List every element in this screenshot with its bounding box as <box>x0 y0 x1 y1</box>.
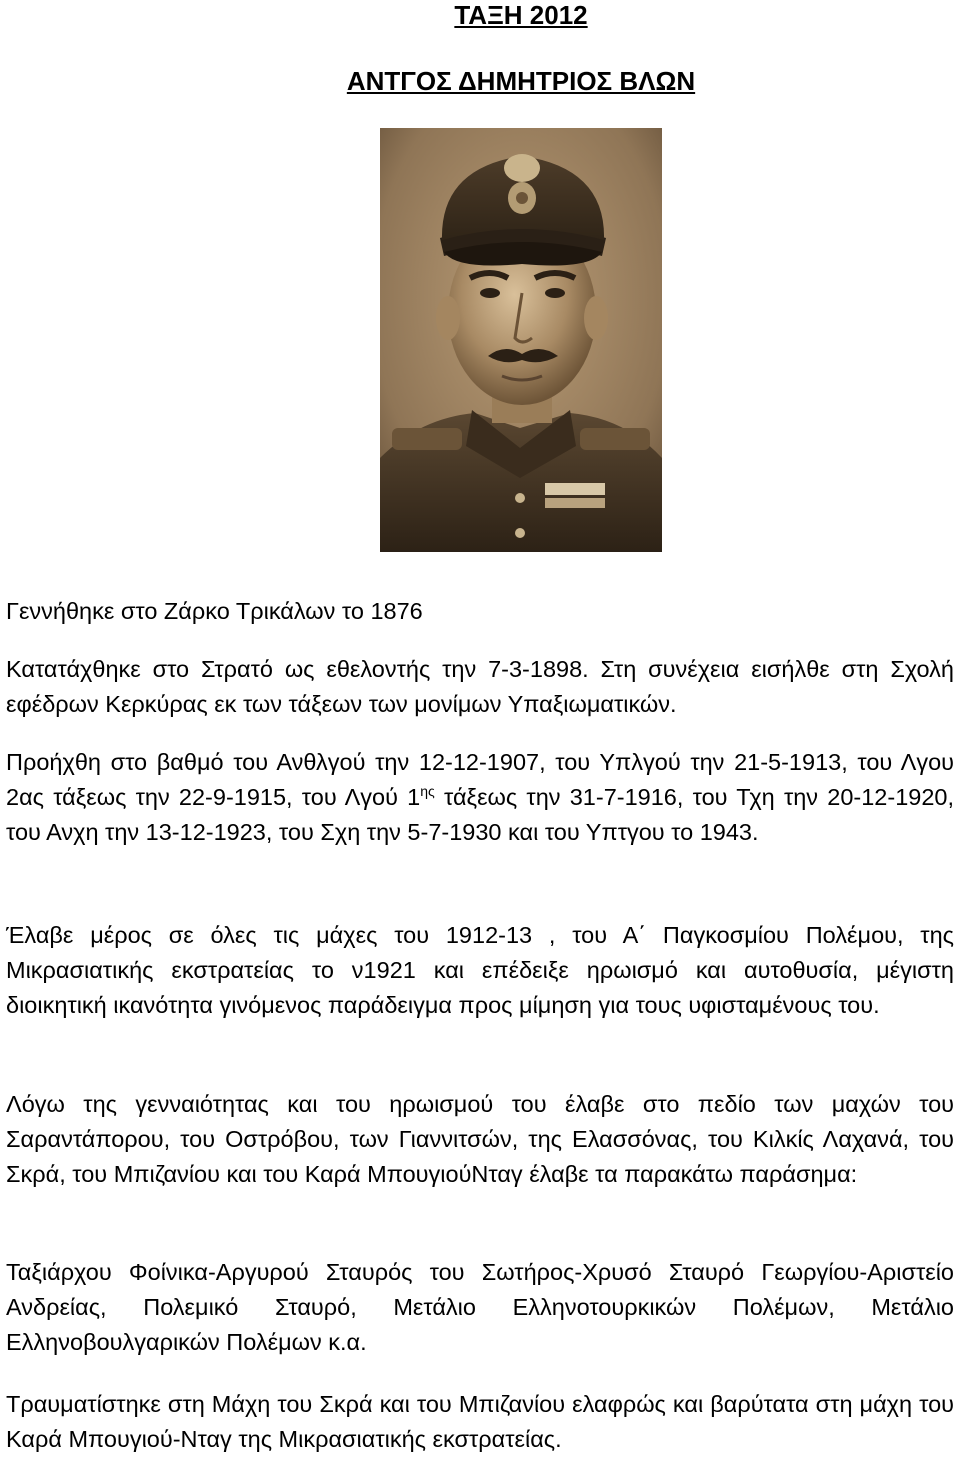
promotions-text-1: Προήχθη στο βαθμό του Ανθλγού την 12-12-1907, του Υπλγού την 21-5-1913, του Λγου 2ας τάξεως την 22-9-1915, του Λγού 1 <box>6 749 954 810</box>
birth-paragraph: Γεννήθηκε στο Ζάρκο Τρικάλων το 1876 <box>6 598 423 624</box>
enlistment-paragraph: Κατατάχθηκε στο Στρατό ως εθελοντής την 7-3-1898. Στη συνέχεια εισήλθε στη Σχολή εφέδρων Κερκύρας εκ των τάξεων των μονίμων Υπαξιωματικών. <box>6 656 954 717</box>
wounded-paragraph: Τραυματίστηκε στη Μάχη του Σκρά και του Μπιζανίου ελαφρώς και βαρύτατα στη μάχη του Καρά Μπουγιού-Νταγ της Μικρασιατικής εκστρατείας. <box>6 1391 954 1452</box>
promotions-text-2: τάξεως την 31-7-1916, του Τχη την 20-12-1920, του Ανχη την 13-12-1923, του Σχη την 5-7-1930 και του Υπτγου το 1943. <box>6 784 954 845</box>
battles-paragraph: Έλαβε μέρος σε όλες τις μάχες του 1912-13 , του Α΄ Παγκοσμίου Πολέμου, της Μικρασιατικής εκστρατείας το ν1921 και επέδειξε ηρωισμό και αυτοθυσία, μέγιστη διοικητική ικανότητα γινόμενος παράδειγμα προς μίμηση για τους υφισταμένους του. <box>6 922 954 1018</box>
person-name: ΑΝΤΓΟΣ ΔΗΜΗΤΡΙΟΣ ΒΛΩΝ <box>346 66 696 96</box>
promotions-paragraph <box>6 745 954 850</box>
portrait-image <box>380 128 662 550</box>
class-title: ΤΑΞΗ 2012 <box>454 0 588 30</box>
portrait-photo <box>380 128 662 552</box>
bravery-paragraph: Λόγω της γενναιότητας και του ηρωισμού του έλαβε στο πεδίο των μαχών του Σαραντάπορου, του Οστρόβου, των Γιαννιτσών, της Ελασσόνας, του Κιλκίς Λαχανά, του Σκρά, του Μπιζανίου και του Καρά ΜπουγιούΝταγ έλαβε τα παρακάτω παράσημα: <box>6 1091 954 1187</box>
medals-paragraph: Ταξιάρχου Φοίνικα-Αργυρού Σταυρός του Σωτήρος-Χρυσό Σταυρό Γεωργίου-Αριστείο Ανδρείας, Πολεμικό Σταυρό, Μετάλιο Ελληνοτουρκικών Πολέμων, Μετάλιο Ελληνοβουλγαρικών Πολέμων κ.α. <box>6 1259 954 1355</box>
promotions-superscript: ης <box>420 783 435 800</box>
